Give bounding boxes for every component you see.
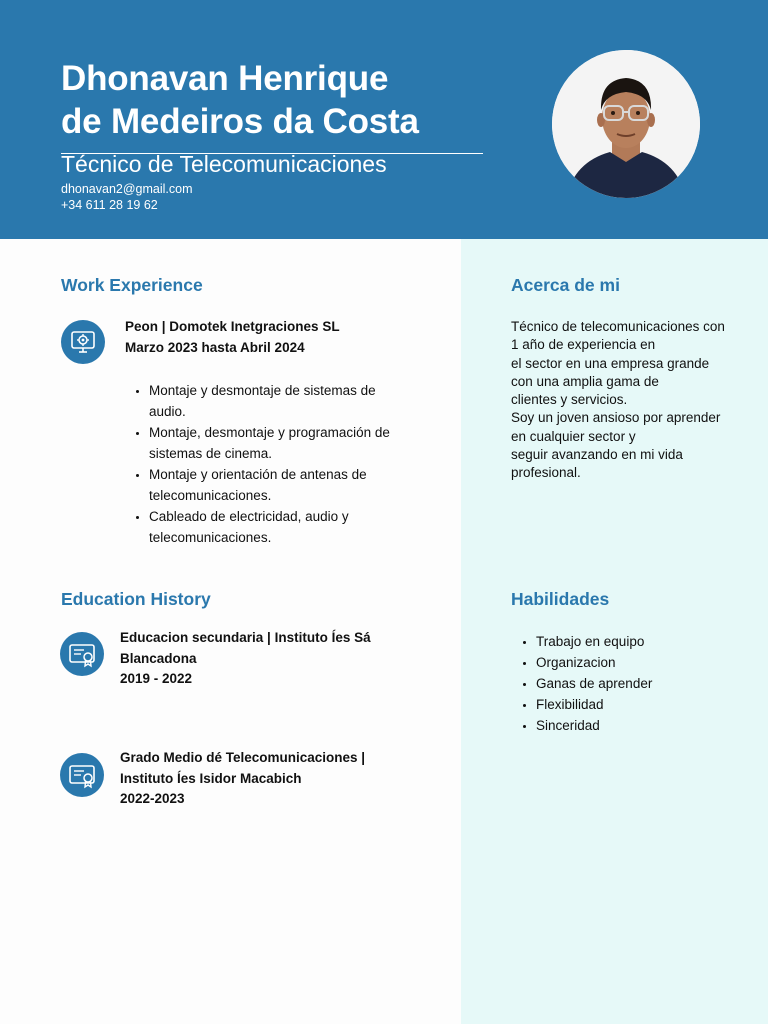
education-2-line-2: Instituto Íes Isidor Macabich xyxy=(120,770,302,786)
work-experience-title: Work Experience xyxy=(61,275,203,295)
list-item: Flexibilidad xyxy=(522,694,742,715)
list-item: Ganas de aprender xyxy=(522,673,742,694)
education-1-line-1: Educacion secundaria | Instituto Íes Sá xyxy=(120,630,371,645)
education-1-line-2: Blancadona xyxy=(120,650,197,666)
skills-title: Habilidades xyxy=(511,589,610,609)
skills-list xyxy=(522,631,742,736)
education-2-dates: 2022-2023 xyxy=(120,791,185,806)
education-1-dates: 2019 - 2022 xyxy=(120,671,193,686)
certificate-icon xyxy=(60,753,104,797)
candidate-name xyxy=(61,57,521,143)
list-item: Sinceridad xyxy=(522,715,742,736)
about-me-title: Acerca de mi xyxy=(511,275,620,295)
about-me-text: Técnico de telecomunicaciones con 1 año de experiencia en el sector en una empresa grande con una amplia gama de clientes y servicios. Soy un joven ansioso por aprender en cualquier sector y seguir avanzando en mi vida profesional. xyxy=(511,319,725,481)
list-item: Cableado de electricidad, audio y telecomunicaciones. xyxy=(135,506,435,548)
education-entry-2 xyxy=(120,748,365,810)
list-item: Montaje y orientación de antenas de telecomunicaciones. xyxy=(135,464,435,506)
work-entry-header xyxy=(125,317,340,358)
list-item: Montaje y desmontaje de sistemas de audio. xyxy=(135,380,435,422)
work-duties-list xyxy=(135,380,435,548)
list-item: Montaje, desmontaje y programación de sistemas de cinema. xyxy=(135,422,435,464)
education-history-title: Education History xyxy=(61,589,211,609)
name-line-1: Dhonavan Henrique xyxy=(61,59,389,98)
education-entry-1 xyxy=(120,628,371,690)
list-item: Trabajo en equipo xyxy=(522,631,742,652)
certificate-icon xyxy=(60,632,104,676)
monitor-gear-icon xyxy=(61,320,105,364)
education-2-line-1: Grado Medio dé Telecomunicaciones | xyxy=(120,750,366,765)
list-item: Organizacion xyxy=(522,652,742,673)
job-title: Técnico de Telecomunicaciones xyxy=(61,151,387,177)
portrait-avatar-icon xyxy=(552,50,700,198)
profile-photo xyxy=(552,50,700,198)
name-line-2: de Medeiros da Costa xyxy=(61,102,419,141)
work-role-company: Peon | Domotek Inetgraciones SL xyxy=(125,319,340,334)
work-dates: Marzo 2023 hasta Abril 2024 xyxy=(125,339,305,355)
contact-email: dhonavan2@gmail.com xyxy=(61,182,193,196)
contact-phone: +34 611 28 19 62 xyxy=(61,198,158,212)
header-banner xyxy=(0,0,768,239)
